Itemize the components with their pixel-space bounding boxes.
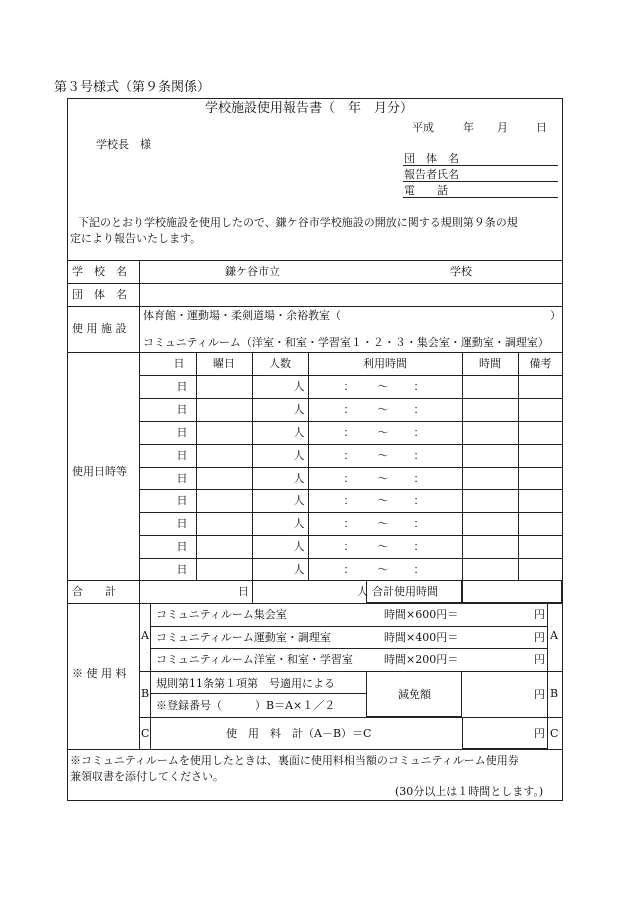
usage-row-day: 日: [176, 425, 188, 439]
note-line-1: ※コミュニティルームを使用したときは、裏面に使用料相当額のコミュニティルーム使用券: [70, 754, 519, 767]
date-year: 年: [463, 121, 474, 134]
date-era: 平成: [412, 121, 434, 134]
header-time-range: 利用時間: [363, 357, 407, 370]
usage-row-people: 人: [293, 402, 305, 416]
usage-row-day: 日: [176, 494, 188, 508]
total-day: 日: [238, 585, 249, 598]
reporter-name-line[interactable]: [403, 181, 558, 182]
fee-a-label-right: A: [550, 629, 558, 642]
usage-row-people: 人: [293, 448, 305, 462]
facility-line-1: 体育館・運動場・柔剣道場・余裕教室（ ）: [143, 309, 561, 322]
usage-row-tilde: 〜: [377, 517, 389, 531]
usage-row-tilde: 〜: [377, 448, 389, 462]
fee-c-label-right: C: [550, 727, 559, 740]
usage-row-people: 人: [293, 517, 305, 531]
usage-row-tilde: 〜: [377, 402, 389, 416]
header-weekday: 曜日: [213, 357, 235, 370]
fee-a-row-2-unit: 円: [534, 631, 545, 644]
note-tail: (30分以上は１時間とします。): [395, 785, 544, 798]
usage-row-people: 人: [293, 494, 305, 508]
usage-row-day: 日: [176, 379, 188, 393]
page-title: 学校施設使用報告書（ 年 月分）: [205, 101, 414, 116]
usage-row-colon-end: ：: [413, 379, 425, 393]
fee-b-label-left: B: [141, 687, 150, 700]
usage-row-people: 人: [293, 425, 305, 439]
reporter-group-label: 団 体 名: [404, 152, 459, 165]
usage-row-people: 人: [293, 563, 305, 577]
intro-line-1: 下記のとおり学校施設を使用したので、鎌ケ谷市学校施設の開放に関する規則第９条の規: [78, 216, 518, 229]
form-number: 第３号様式（第９条関係）: [54, 80, 211, 95]
school-label: 学 校 名: [72, 265, 127, 278]
usage-row-day: 日: [176, 540, 188, 554]
school-name-field[interactable]: [290, 262, 440, 282]
usage-row-day: 日: [176, 402, 188, 416]
usage-row-tilde: 〜: [377, 563, 389, 577]
usage-row-colon-start: ：: [343, 379, 355, 393]
fee-b-unit: 円: [534, 688, 545, 701]
fee-b-label-right: B: [550, 687, 559, 700]
reporter-name-label: 報告者氏名: [404, 168, 459, 181]
header-people: 人数: [269, 357, 291, 370]
fee-a-row-3-rate: 時間×200円＝: [384, 653, 459, 666]
usage-row-colon-end: ：: [413, 494, 425, 508]
fee-c-unit: 円: [534, 727, 545, 740]
addressee: 学校長 様: [96, 138, 151, 151]
usage-row-day: 日: [176, 448, 188, 462]
usage-row-colon-start: ：: [343, 448, 355, 462]
fee-b-reduction: 減免額: [398, 688, 431, 701]
usage-row-colon-start: ：: [343, 494, 355, 508]
facility-line-2: コミュニティルーム（洋室・和室・学習室１・２・３・集会室・運動室・調理室）: [143, 336, 549, 349]
group-label: 団 体 名: [72, 288, 127, 301]
usage-row-colon-end: ：: [413, 402, 425, 416]
usage-row-tilde: 〜: [377, 494, 389, 508]
usage-row-colon-end: ：: [413, 540, 425, 554]
fee-b-line-1: 規則第11条第１項第 号適用による: [156, 677, 335, 690]
header-hours: 時間: [479, 357, 501, 370]
fee-label: ※ 使 用 料: [72, 667, 127, 680]
usage-row-colon-end: ：: [413, 471, 425, 485]
reporter-phone-label: 電 話: [404, 184, 448, 197]
usage-row-colon-start: ：: [343, 425, 355, 439]
fee-a-row-3-name: コミュニティルーム洋室・和室・学習室: [156, 653, 353, 666]
usage-row-people: 人: [293, 379, 305, 393]
fee-a-row-2-rate: 時間×400円＝: [384, 631, 459, 644]
school-prefix: 鎌ケ谷市立: [225, 265, 280, 278]
usage-row-tilde: 〜: [377, 540, 389, 554]
usage-row-colon-end: ：: [413, 425, 425, 439]
school-suffix: 学校: [450, 265, 472, 278]
total-hours-field[interactable]: [462, 580, 562, 603]
total-hours-label: 合計使用時間: [372, 585, 438, 598]
fee-a-label-left: A: [141, 629, 149, 642]
usage-row-colon-start: ：: [343, 563, 355, 577]
fee-a-row-3-unit: 円: [534, 653, 545, 666]
usage-row-colon-end: ：: [413, 517, 425, 531]
usage-row-colon-end: ：: [413, 563, 425, 577]
group-name-field[interactable]: [142, 285, 560, 305]
usage-row-people: 人: [293, 471, 305, 485]
usage-row-tilde: 〜: [377, 425, 389, 439]
fee-a-row-1-name: コミュニティルーム集会室: [156, 608, 287, 621]
fee-a-row-1-unit: 円: [534, 608, 545, 621]
header-remarks: 備考: [529, 357, 552, 370]
usage-row-colon-start: ：: [343, 471, 355, 485]
fee-a-row-2-name: コミュニティルーム運動室・調理室: [156, 631, 331, 644]
usage-row-people: 人: [293, 540, 305, 554]
date-month: 月: [497, 121, 508, 134]
fee-b-line-2: ※登録番号（ ）B＝A×１／２: [156, 699, 336, 712]
usage-row-day: 日: [176, 563, 188, 577]
intro-line-2: 定により報告いたします。: [70, 232, 202, 245]
facility-label: 使 用 施 設: [72, 322, 127, 335]
header-day: 日: [173, 357, 185, 370]
usage-row-colon-start: ：: [343, 517, 355, 531]
usage-label: 使用日時等: [72, 465, 127, 478]
usage-row-tilde: 〜: [377, 379, 389, 393]
usage-row-colon-start: ：: [343, 540, 355, 554]
note-line-2: 兼領収書を添付してください。: [70, 770, 224, 783]
usage-row-day: 日: [176, 517, 188, 531]
date-day: 日: [536, 121, 547, 134]
usage-row-colon-start: ：: [343, 402, 355, 416]
reporter-phone-line[interactable]: [403, 197, 558, 198]
total-people: 人: [357, 585, 368, 598]
fee-c-label-left: C: [141, 727, 150, 740]
fee-c-text: 使 用 料 計（A－B）＝C: [226, 727, 372, 740]
fee-b-amount-field[interactable]: [464, 673, 532, 715]
usage-row-tilde: 〜: [377, 471, 389, 485]
usage-row-colon-end: ：: [413, 448, 425, 462]
total-label: 合 計: [72, 585, 116, 598]
fee-a-row-1-rate: 時間×600円＝: [384, 608, 459, 621]
usage-row-day: 日: [176, 471, 188, 485]
reporter-group-line[interactable]: [403, 165, 558, 166]
